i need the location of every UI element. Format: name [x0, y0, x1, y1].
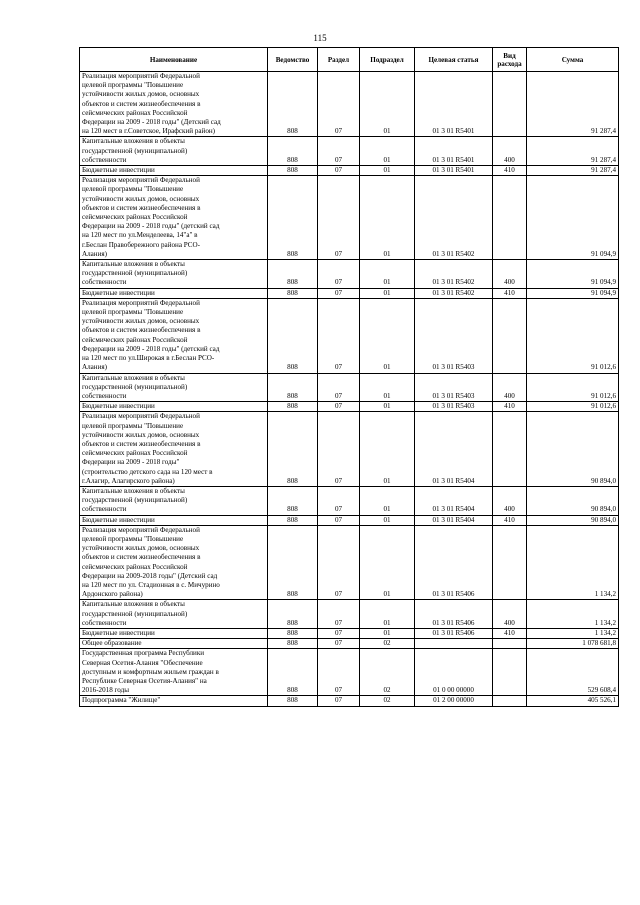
cell-podrazdel: 01	[360, 486, 415, 515]
page-number: 115	[313, 33, 327, 43]
cell-name: Государственная программа Республики Северная Осетия-Алания "Обеспечение доступным и комфортным жильем граждан в Республике Северная Осетия-Алания" на 2016-2018 годы	[80, 649, 268, 696]
cell-vedomstvo: 808	[268, 486, 318, 515]
header-razdel: Раздел	[318, 48, 360, 72]
header-summa: Сумма	[527, 48, 619, 72]
cell-vid: 410	[493, 402, 527, 412]
cell-podrazdel: 01	[360, 298, 415, 373]
cell-statya: 01 3 01 R5403	[415, 402, 493, 412]
cell-vedomstvo: 808	[268, 402, 318, 412]
cell-statya: 01 2 00 00000	[415, 696, 493, 706]
table-row	[80, 298, 619, 373]
table-body	[80, 72, 619, 707]
cell-vid	[493, 72, 527, 137]
header-vedomstvo: Ведомство	[268, 48, 318, 72]
cell-vid	[493, 298, 527, 373]
cell-name: Капитальные вложения в объекты государственной (муниципальной) собственности	[80, 137, 268, 166]
cell-summa: 1 078 681,8	[527, 639, 619, 649]
cell-statya: 01 3 01 R5403	[415, 373, 493, 402]
cell-vedomstvo: 808	[268, 373, 318, 402]
cell-podrazdel: 01	[360, 166, 415, 176]
cell-vid: 400	[493, 137, 527, 166]
header-name: Наименование	[80, 48, 268, 72]
cell-summa: 91 012,6	[527, 373, 619, 402]
table-row	[80, 486, 619, 515]
cell-razdel: 07	[318, 137, 360, 166]
cell-summa: 91 287,4	[527, 137, 619, 166]
cell-vedomstvo: 808	[268, 600, 318, 629]
header-statya: Целевая статья	[415, 48, 493, 72]
cell-name: Бюджетные инвестиции	[80, 166, 268, 176]
cell-podrazdel: 01	[360, 525, 415, 600]
cell-vedomstvo: 808	[268, 515, 318, 525]
cell-summa: 91 287,4	[527, 72, 619, 137]
cell-podrazdel: 01	[360, 515, 415, 525]
budget-table	[79, 47, 619, 707]
cell-name: Капитальные вложения в объекты государственной (муниципальной) собственности	[80, 486, 268, 515]
table-row	[80, 166, 619, 176]
cell-summa: 91 094,9	[527, 288, 619, 298]
cell-vedomstvo: 808	[268, 649, 318, 696]
cell-razdel: 07	[318, 486, 360, 515]
cell-name: Бюджетные инвестиции	[80, 288, 268, 298]
cell-statya: 01 3 01 R5403	[415, 298, 493, 373]
cell-summa: 529 608,4	[527, 649, 619, 696]
cell-vedomstvo: 808	[268, 298, 318, 373]
table-header-row	[80, 48, 619, 72]
cell-razdel: 07	[318, 288, 360, 298]
cell-statya: 01 3 01 R5404	[415, 515, 493, 525]
cell-podrazdel: 01	[360, 402, 415, 412]
cell-summa: 1 134,2	[527, 628, 619, 638]
cell-vid	[493, 696, 527, 706]
cell-summa: 91 012,6	[527, 298, 619, 373]
header-vid: Вид расхода	[493, 48, 527, 72]
table-row	[80, 176, 619, 260]
cell-statya: 01 3 01 R5401	[415, 137, 493, 166]
cell-podrazdel: 02	[360, 696, 415, 706]
cell-statya	[415, 639, 493, 649]
cell-statya: 01 3 01 R5402	[415, 176, 493, 260]
cell-summa: 405 526,1	[527, 696, 619, 706]
cell-podrazdel: 01	[360, 628, 415, 638]
table-row	[80, 260, 619, 289]
table-row	[80, 288, 619, 298]
cell-razdel: 07	[318, 72, 360, 137]
cell-statya: 01 3 01 R5402	[415, 260, 493, 289]
table-row	[80, 639, 619, 649]
cell-summa: 1 134,2	[527, 600, 619, 629]
cell-vedomstvo: 808	[268, 288, 318, 298]
table-row	[80, 649, 619, 696]
cell-name: Бюджетные инвестиции	[80, 628, 268, 638]
cell-vedomstvo: 808	[268, 176, 318, 260]
cell-vedomstvo: 808	[268, 72, 318, 137]
cell-summa: 91 094,9	[527, 260, 619, 289]
cell-name: Реализация мероприятий Федеральной целевой программы "Повышение устойчивости жилых домов, основных объектов и систем жизнеобеспечения в сейсмических районах Российской Федерации на 2009 - 2018 годы" (детский сад на 120 мест по ул.Широкая в г.Беслан РСО- Алания)	[80, 298, 268, 373]
cell-razdel: 07	[318, 298, 360, 373]
cell-name: Капитальные вложения в объекты государственной (муниципальной) собственности	[80, 260, 268, 289]
cell-statya: 01 3 01 R5401	[415, 72, 493, 137]
cell-podrazdel: 01	[360, 176, 415, 260]
cell-vid: 400	[493, 373, 527, 402]
cell-summa: 91 012,6	[527, 402, 619, 412]
cell-statya: 01 3 01 R5404	[415, 486, 493, 515]
cell-name: Реализация мероприятий Федеральной целевой программы "Повышение устойчивости жилых домов, основных объектов и систем жизнеобеспечения в сейсмических районах Российской Федерации на 2009 - 2018 годы" (строительство детского сада на 120 мест в г.Алагир, Алагирского района)	[80, 412, 268, 487]
cell-podrazdel: 01	[360, 288, 415, 298]
cell-razdel: 07	[318, 649, 360, 696]
cell-podrazdel: 01	[360, 600, 415, 629]
cell-vedomstvo: 808	[268, 260, 318, 289]
cell-razdel: 07	[318, 373, 360, 402]
cell-razdel: 07	[318, 176, 360, 260]
cell-name: Реализация мероприятий Федеральной целевой программы "Повышение устойчивости жилых домов, основных объектов и систем жизнеобеспечения в сейсмических районах Российской Федерации на 2009 - 2018 годы" (Детский сад на 120 мест в г.Советское, Ирафский район)	[80, 72, 268, 137]
cell-statya: 01 3 01 R5406	[415, 628, 493, 638]
cell-vid	[493, 525, 527, 600]
cell-vedomstvo: 808	[268, 525, 318, 600]
cell-razdel: 07	[318, 628, 360, 638]
cell-name: Бюджетные инвестиции	[80, 402, 268, 412]
cell-razdel: 07	[318, 260, 360, 289]
cell-vid: 400	[493, 600, 527, 629]
cell-statya: 01 3 01 R5401	[415, 166, 493, 176]
cell-razdel: 07	[318, 402, 360, 412]
table-row	[80, 696, 619, 706]
cell-vedomstvo: 808	[268, 628, 318, 638]
table-row	[80, 525, 619, 600]
cell-name: Реализация мероприятий Федеральной целевой программы "Повышение устойчивости жилых домов, основных объектов и систем жизнеобеспечения в сейсмических районах Российской Федерации на 2009 - 2018 годы" (детский сад на 120 мест по ул.Менделеева, 14"а" в г.Беслан Правобережного района РСО- Алания)	[80, 176, 268, 260]
table-row	[80, 412, 619, 487]
cell-statya: 01 3 01 R5406	[415, 600, 493, 629]
cell-vid: 410	[493, 166, 527, 176]
table-row	[80, 402, 619, 412]
cell-name: Общее образование	[80, 639, 268, 649]
cell-podrazdel: 01	[360, 373, 415, 402]
cell-statya: 01 3 01 R5406	[415, 525, 493, 600]
cell-statya: 01 0 00 00000	[415, 649, 493, 696]
cell-statya: 01 3 01 R5404	[415, 412, 493, 487]
cell-vid	[493, 412, 527, 487]
cell-summa: 91 287,4	[527, 166, 619, 176]
cell-razdel: 07	[318, 412, 360, 487]
cell-razdel: 07	[318, 515, 360, 525]
cell-name: Капитальные вложения в объекты государственной (муниципальной) собственности	[80, 600, 268, 629]
table-row	[80, 373, 619, 402]
cell-razdel: 07	[318, 525, 360, 600]
cell-vedomstvo: 808	[268, 166, 318, 176]
table-row	[80, 137, 619, 166]
cell-summa: 91 094,9	[527, 176, 619, 260]
cell-podrazdel: 01	[360, 137, 415, 166]
table-row	[80, 600, 619, 629]
cell-vid: 410	[493, 515, 527, 525]
cell-vid: 400	[493, 486, 527, 515]
cell-razdel: 07	[318, 639, 360, 649]
cell-summa: 90 894,0	[527, 412, 619, 487]
cell-name: Подпрограмма "Жилище"	[80, 696, 268, 706]
cell-vid	[493, 649, 527, 696]
header-podrazdel: Подраздел	[360, 48, 415, 72]
cell-name: Капитальные вложения в объекты государственной (муниципальной) собственности	[80, 373, 268, 402]
table-row	[80, 72, 619, 137]
cell-vedomstvo: 808	[268, 412, 318, 487]
cell-summa: 1 134,2	[527, 525, 619, 600]
cell-podrazdel: 01	[360, 72, 415, 137]
cell-podrazdel: 01	[360, 412, 415, 487]
cell-summa: 90 894,0	[527, 486, 619, 515]
cell-statya: 01 3 01 R5402	[415, 288, 493, 298]
cell-podrazdel: 01	[360, 260, 415, 289]
cell-vid: 400	[493, 260, 527, 289]
cell-vid	[493, 176, 527, 260]
cell-podrazdel: 02	[360, 649, 415, 696]
table-row	[80, 628, 619, 638]
cell-name: Бюджетные инвестиции	[80, 515, 268, 525]
cell-name: Реализация мероприятий Федеральной целевой программы "Повышение устойчивости жилых домов, основных объектов и систем жизнеобеспечения в сейсмических районах Российской Федерации на 2009-2018 годы" (Детский сад на 120 мест по ул. Стадионная в с. Мичурино Ардонского района)	[80, 525, 268, 600]
cell-razdel: 07	[318, 166, 360, 176]
cell-vedomstvo: 808	[268, 639, 318, 649]
cell-vid	[493, 639, 527, 649]
cell-vid: 410	[493, 288, 527, 298]
cell-podrazdel: 02	[360, 639, 415, 649]
cell-vid: 410	[493, 628, 527, 638]
cell-vedomstvo: 808	[268, 696, 318, 706]
table-row	[80, 515, 619, 525]
cell-summa: 90 894,0	[527, 515, 619, 525]
cell-razdel: 07	[318, 600, 360, 629]
cell-vedomstvo: 808	[268, 137, 318, 166]
cell-razdel: 07	[318, 696, 360, 706]
